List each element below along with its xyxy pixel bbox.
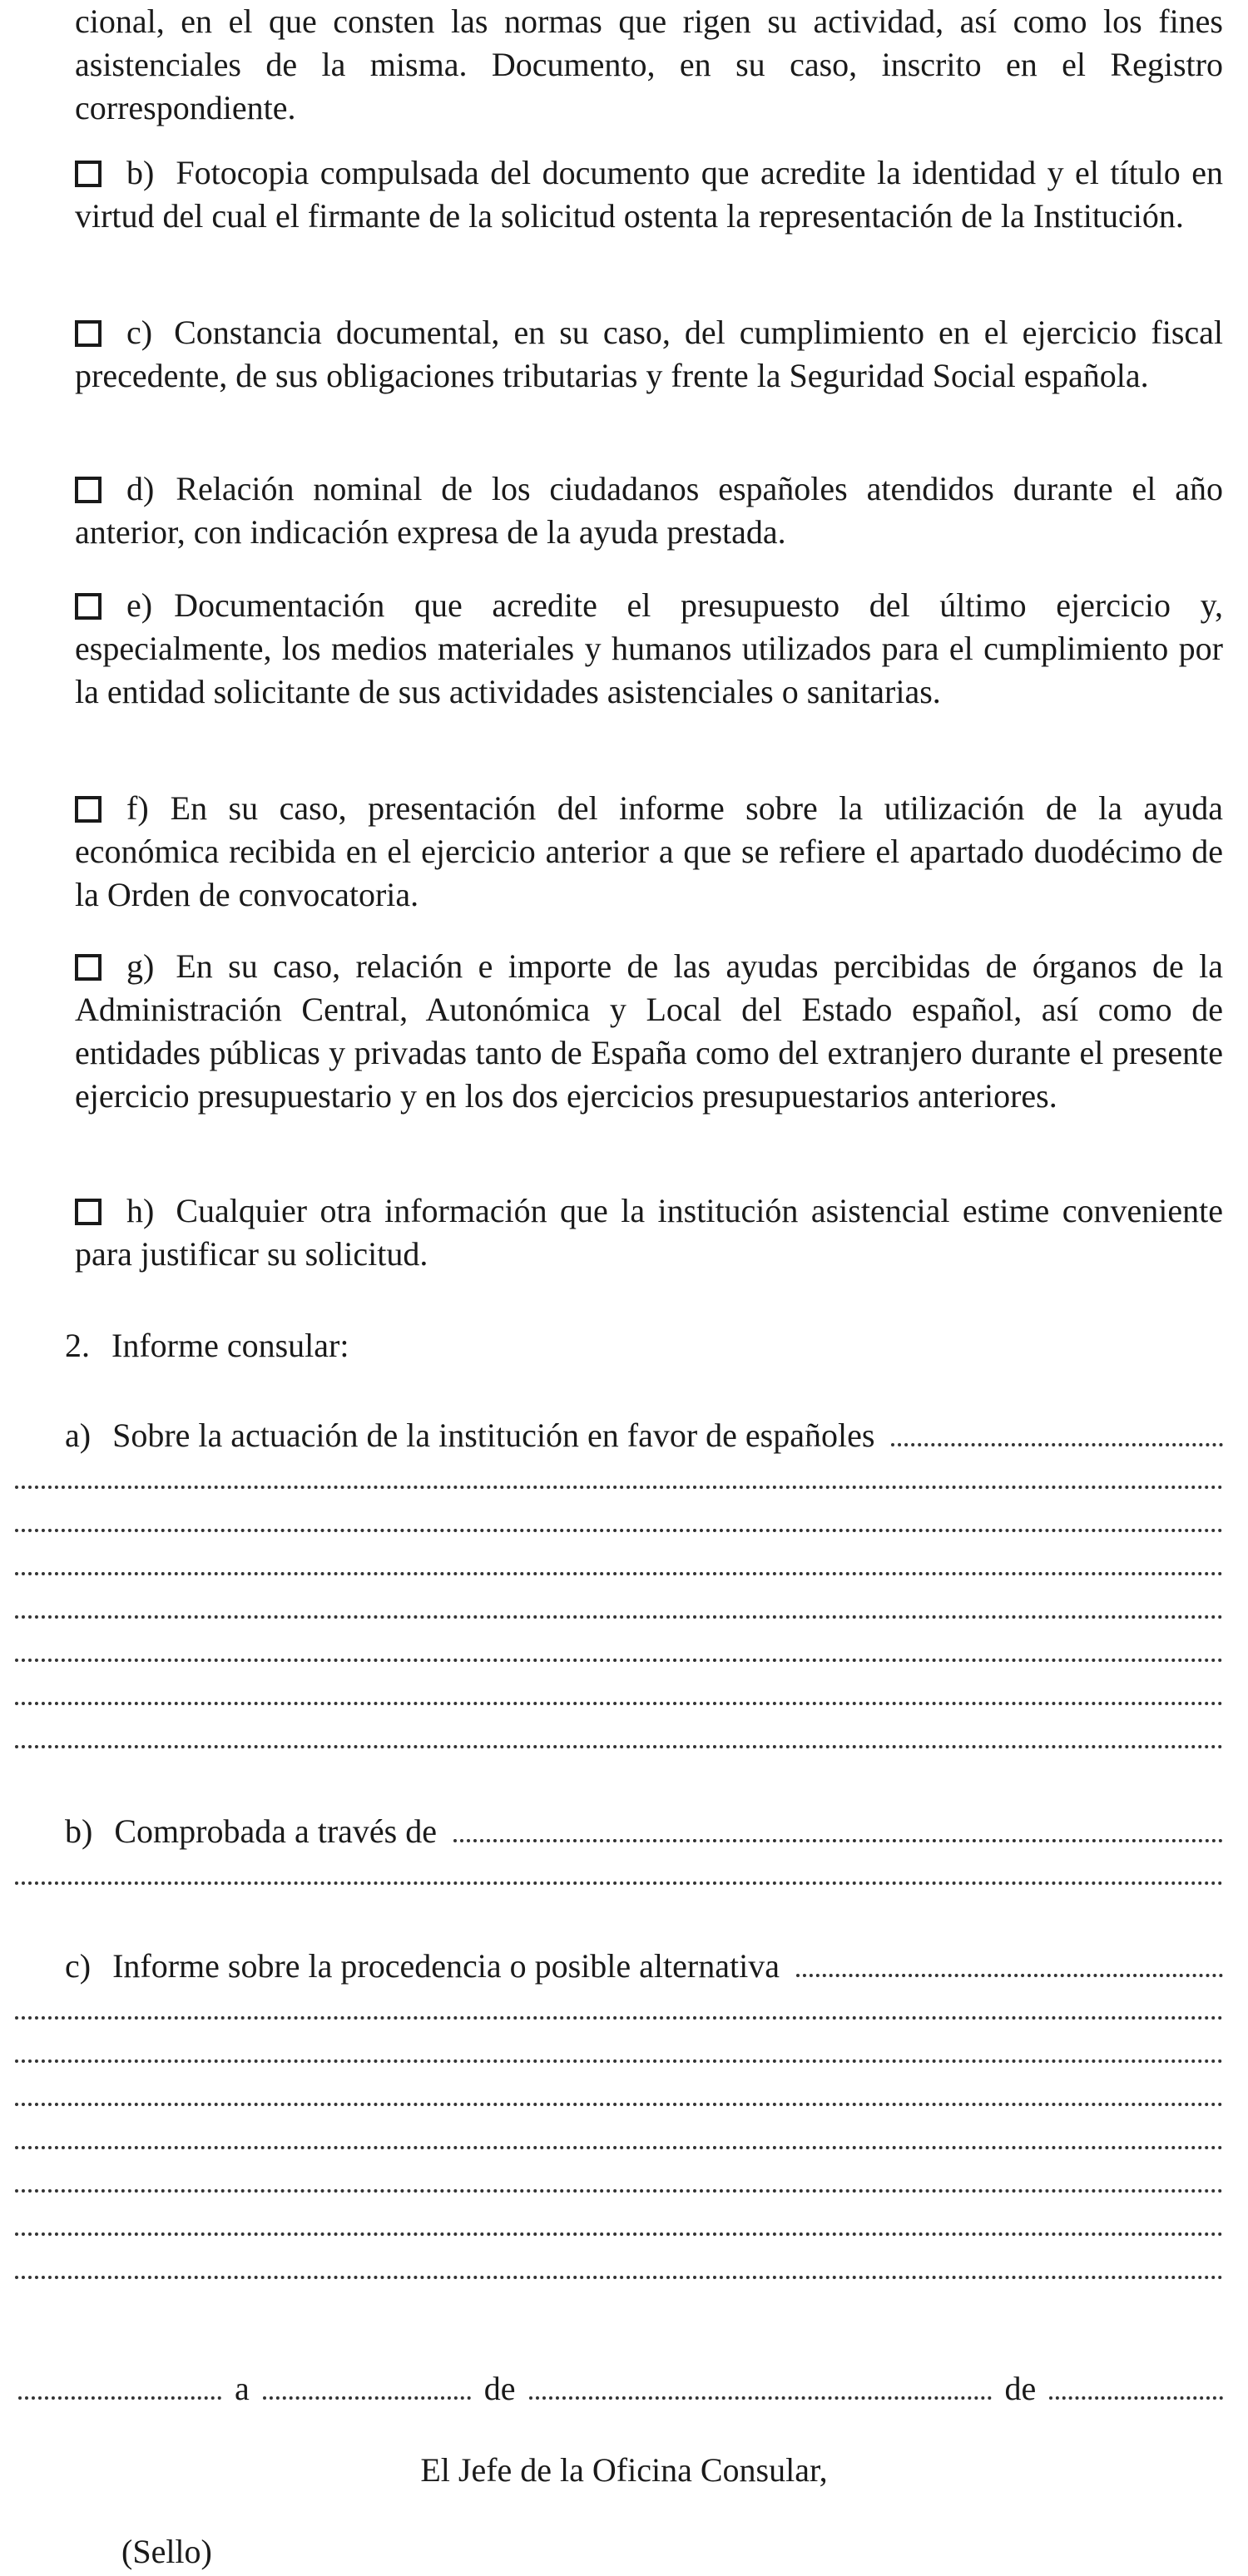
- item-h-text: Cualquier otra información que la institución asistencial estime conveniente para justificar su solicitud.: [75, 1192, 1223, 1273]
- item-d-text: Relación nominal de los ciudadanos españoles atendidos durante el año anterior, con indicación expresa de la ayuda prestada.: [75, 470, 1223, 551]
- date-de-word-1: de: [483, 2370, 516, 2407]
- field-b-letter: b): [65, 1812, 93, 1850]
- year-input[interactable]: [1049, 2368, 1223, 2400]
- item-c-text: Constancia documental, en su caso, del cumplimiento en el ejercicio fiscal precedente, de sus obligaciones tributarias y frente la Seguridad Social española.: [75, 314, 1223, 394]
- seal-label: (Sello): [121, 2533, 212, 2570]
- intro-paragraph: cional, en el que consten las normas que rigen su actividad, así como los fines asistenciales de la misma. Documento, en su caso, inscrito en el Registro correspondiente.: [75, 2, 1223, 126]
- field-c-line-3[interactable]: [15, 2103, 1223, 2106]
- month-input[interactable]: [529, 2368, 992, 2400]
- item-d-letter: d): [126, 470, 155, 507]
- field-c-line-7[interactable]: [15, 2276, 1223, 2279]
- field-b-input[interactable]: [453, 1811, 1223, 1842]
- field-c-line-4[interactable]: [15, 2146, 1223, 2149]
- field-a-line-7[interactable]: [15, 1745, 1223, 1748]
- item-c-letter: c): [126, 314, 153, 351]
- item-f: [75, 787, 1223, 917]
- section-2-title: Informe consular:: [111, 1327, 349, 1364]
- item-e-text: Documentación que acredite el presupuesto del último ejercicio y, especialmente, los medios materiales y humanos utilizados para el cumplimiento por la entidad solicitante de sus actividades asistenciales o sanitarias.: [75, 586, 1223, 710]
- field-c-input[interactable]: [796, 1946, 1223, 1977]
- field-a-letter: a): [65, 1417, 92, 1454]
- item-g-text: En su caso, relación e importe de las ayudas percibidas de órganos de la Administración Central, Autonómica y Local del Estado español, así como de entidades públicas y privadas tanto de España como del extranjero durante el presente ejercicio presupuestario y en los dos ejercicios presupuestarios anteriores.: [75, 947, 1223, 1115]
- checkbox-f[interactable]: [75, 796, 102, 823]
- field-c: [65, 1945, 1223, 1988]
- item-h: [75, 1189, 1223, 1276]
- field-a-line-1[interactable]: [15, 1486, 1223, 1489]
- section-2-number: 2.: [65, 1327, 90, 1364]
- item-g-letter: g): [126, 947, 155, 985]
- date-de-word-2: de: [1004, 2370, 1037, 2407]
- item-e: [75, 584, 1223, 714]
- date-place-line: [18, 2367, 1223, 2410]
- item-b: [75, 151, 1223, 238]
- signature-title: El Jefe de la Oficina Consular,: [420, 2451, 828, 2489]
- item-f-text: En su caso, presentación del informe sobre la utilización de la ayuda económica recibida en el ejercicio anterior a que se refiere el apartado duodécimo de la Orden de convocatoria.: [75, 789, 1223, 913]
- checkbox-e[interactable]: [75, 593, 102, 620]
- field-c-line-6[interactable]: [15, 2232, 1223, 2236]
- field-a-line-6[interactable]: [15, 1702, 1223, 1705]
- checkbox-b[interactable]: [75, 161, 102, 187]
- section-2-heading: [65, 1324, 349, 1367]
- field-c-line-1[interactable]: [15, 2016, 1223, 2020]
- field-c-line-5[interactable]: [15, 2189, 1223, 2193]
- field-c-line-2[interactable]: [15, 2059, 1223, 2063]
- field-c-letter: c): [65, 1947, 92, 1985]
- field-a: [65, 1414, 1223, 1457]
- item-h-letter: h): [126, 1192, 155, 1229]
- item-f-letter: f): [126, 789, 149, 827]
- field-a-line-5[interactable]: [15, 1659, 1223, 1662]
- item-e-letter: e): [126, 586, 153, 624]
- item-b-letter: b): [126, 154, 155, 191]
- field-a-line-2[interactable]: [15, 1529, 1223, 1532]
- item-c: [75, 311, 1223, 398]
- checkbox-h[interactable]: [75, 1199, 102, 1225]
- field-a-input[interactable]: [891, 1415, 1223, 1446]
- day-input[interactable]: [263, 2368, 471, 2400]
- field-b: [65, 1810, 1223, 1853]
- checkbox-d[interactable]: [75, 477, 102, 503]
- item-b-text: Fotocopia compulsada del documento que acredite la identidad y el título en virtud del cual el firmante de la solicitud ostenta la representación de la Institución.: [75, 154, 1223, 235]
- checkbox-c[interactable]: [75, 320, 102, 347]
- field-a-line-4[interactable]: [15, 1615, 1223, 1619]
- item-g: [75, 945, 1223, 1118]
- field-c-label: Informe sobre la procedencia o posible alternativa: [112, 1947, 780, 1985]
- field-b-label: Comprobada a través de: [114, 1812, 437, 1850]
- field-a-label: Sobre la actuación de la institución en favor de españoles: [112, 1417, 875, 1454]
- date-a-word: a: [235, 2370, 250, 2407]
- place-input[interactable]: [18, 2368, 221, 2400]
- checkbox-g[interactable]: [75, 954, 102, 981]
- field-b-line-1[interactable]: [15, 1881, 1223, 1885]
- field-a-line-3[interactable]: [15, 1572, 1223, 1575]
- item-d: [75, 467, 1223, 554]
